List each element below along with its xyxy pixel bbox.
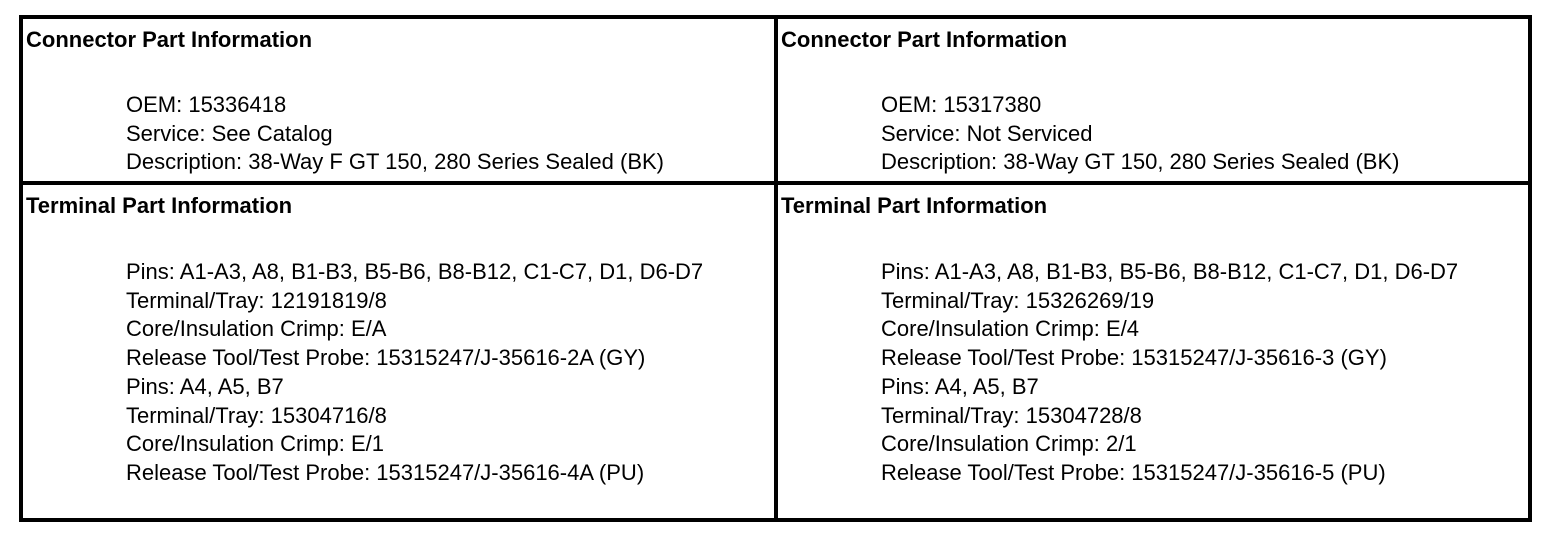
terminal-part-info-title: Terminal Part Information — [26, 193, 293, 218]
connector-part-info-title: Connector Part Information — [26, 27, 313, 52]
connector-description: Description: 38-Way F GT 150, 280 Series Sealed (BK) — [126, 149, 665, 175]
core-insulation-crimp: Core/Insulation Crimp: E/1 — [126, 431, 384, 457]
connector-part-info-left — [23, 19, 778, 185]
terminal-part-details — [881, 258, 1516, 488]
pins-list: Pins: A4, A5, B7 — [881, 373, 1039, 399]
connector-info-table — [19, 15, 1532, 522]
oem-number: OEM: 15317380 — [881, 92, 1042, 117]
pins-list: Pins: A1-A3, A8, B1-B3, B5-B6, B8-B12, C1-C7, D1, D6-D7 — [881, 259, 1459, 284]
release-tool-test-probe: Release Tool/Test Probe: 15315247/J-35616-2A (GY) — [126, 345, 646, 371]
terminal-tray: Terminal/Tray: 15304716/8 — [126, 402, 387, 428]
terminal-part-info-left — [23, 185, 778, 518]
core-insulation-crimp: Core/Insulation Crimp: 2/1 — [881, 431, 1137, 457]
pins-list: Pins: A4, A5, B7 — [126, 373, 284, 399]
terminal-tray: Terminal/Tray: 12191819/8 — [126, 287, 387, 313]
terminal-part-info-right — [778, 185, 1528, 518]
service-info: Service: Not Serviced — [881, 120, 1093, 146]
terminal-part-details — [126, 258, 762, 488]
release-tool-test-probe: Release Tool/Test Probe: 15315247/J-35616-3 (GY) — [881, 345, 1387, 371]
terminal-tray: Terminal/Tray: 15304728/8 — [881, 402, 1142, 428]
release-tool-test-probe: Release Tool/Test Probe: 15315247/J-35616-5 (PU) — [881, 459, 1386, 485]
release-tool-test-probe: Release Tool/Test Probe: 15315247/J-35616-4A (PU) — [126, 459, 645, 485]
terminal-part-info-title: Terminal Part Information — [781, 193, 1048, 218]
service-info: Service: See Catalog — [126, 120, 333, 146]
connector-part-info-title: Connector Part Information — [781, 27, 1068, 52]
oem-number: OEM: 15336418 — [126, 92, 287, 117]
pins-list: Pins: A1-A3, A8, B1-B3, B5-B6, B8-B12, C1-C7, D1, D6-D7 — [126, 259, 704, 284]
core-insulation-crimp: Core/Insulation Crimp: E/A — [126, 316, 387, 342]
connector-description: Description: 38-Way GT 150, 280 Series Sealed (BK) — [881, 149, 1400, 175]
connector-part-details — [881, 91, 1516, 177]
core-insulation-crimp: Core/Insulation Crimp: E/4 — [881, 316, 1139, 342]
connector-part-info-right — [778, 19, 1528, 185]
terminal-tray: Terminal/Tray: 15326269/19 — [881, 287, 1155, 313]
connector-part-details — [126, 91, 762, 177]
